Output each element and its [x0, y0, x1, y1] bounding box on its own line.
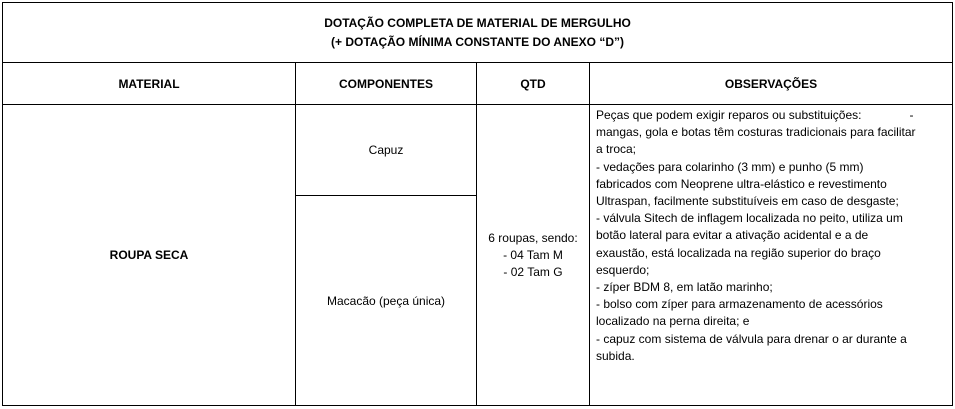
title-line-1: DOTAÇÃO COMPLETA DE MATERIAL DE MERGULHO: [324, 15, 631, 30]
quantity-line: - 02 Tam G: [503, 264, 563, 279]
observation-line: Ultraspan, facilmente substituíveis em caso de desgaste;: [596, 194, 899, 209]
table-title: [3, 3, 953, 63]
component-capuz: Capuz: [296, 105, 477, 196]
observation-line: - zíper BDM 8, em latão marinho;: [596, 280, 773, 295]
observation-line: mangas, gola e botas têm costuras tradicionais para facilitar: [596, 125, 916, 140]
observation-line: Peças que podem exigir reparos ou substituições: -: [596, 108, 914, 122]
observation-line: - bolso com zíper para armazenamento de acessórios: [596, 297, 883, 312]
observation-line: fabricados com Neoprene ultra-elástico e revestimento: [596, 176, 887, 191]
header-observacoes: OBSERVAÇÕES: [590, 63, 953, 105]
observation-line: - válvula Sitech de inflagem localizada no peito, utiliza um: [596, 211, 903, 226]
observations-cell: [590, 105, 953, 406]
observation-line: localizado na perna direita; e: [596, 314, 750, 329]
header-componentes: COMPONENTES: [296, 63, 477, 105]
quantity-line: 6 roupas, sendo:: [488, 230, 578, 245]
header-material: MATERIAL: [3, 63, 296, 105]
quantity-line: - 04 Tam M: [503, 247, 563, 262]
observation-line: a troca;: [596, 142, 637, 157]
material-cell: ROUPA SECA: [3, 105, 296, 406]
component-macacao: Macacão (peça única): [296, 196, 477, 406]
observation-line: botão lateral para evitar a ativação acidental e a de: [596, 228, 869, 243]
observation-line: subida.: [596, 348, 635, 363]
title-line-2: (+ DOTAÇÃO MÍNIMA CONSTANTE DO ANEXO “D”): [331, 34, 625, 49]
diving-material-table: [2, 2, 953, 406]
observation-line: esquerdo;: [596, 262, 650, 277]
observation-line: exaustão, está localizada na região superior do braço: [596, 245, 881, 260]
observation-line: - vedações para colarinho (3 mm) e punho (5 mm): [596, 159, 864, 174]
quantity-cell: [477, 105, 590, 406]
header-qtd: QTD: [477, 63, 590, 105]
observation-line: - capuz com sistema de válvula para drenar o ar durante a: [596, 331, 907, 346]
